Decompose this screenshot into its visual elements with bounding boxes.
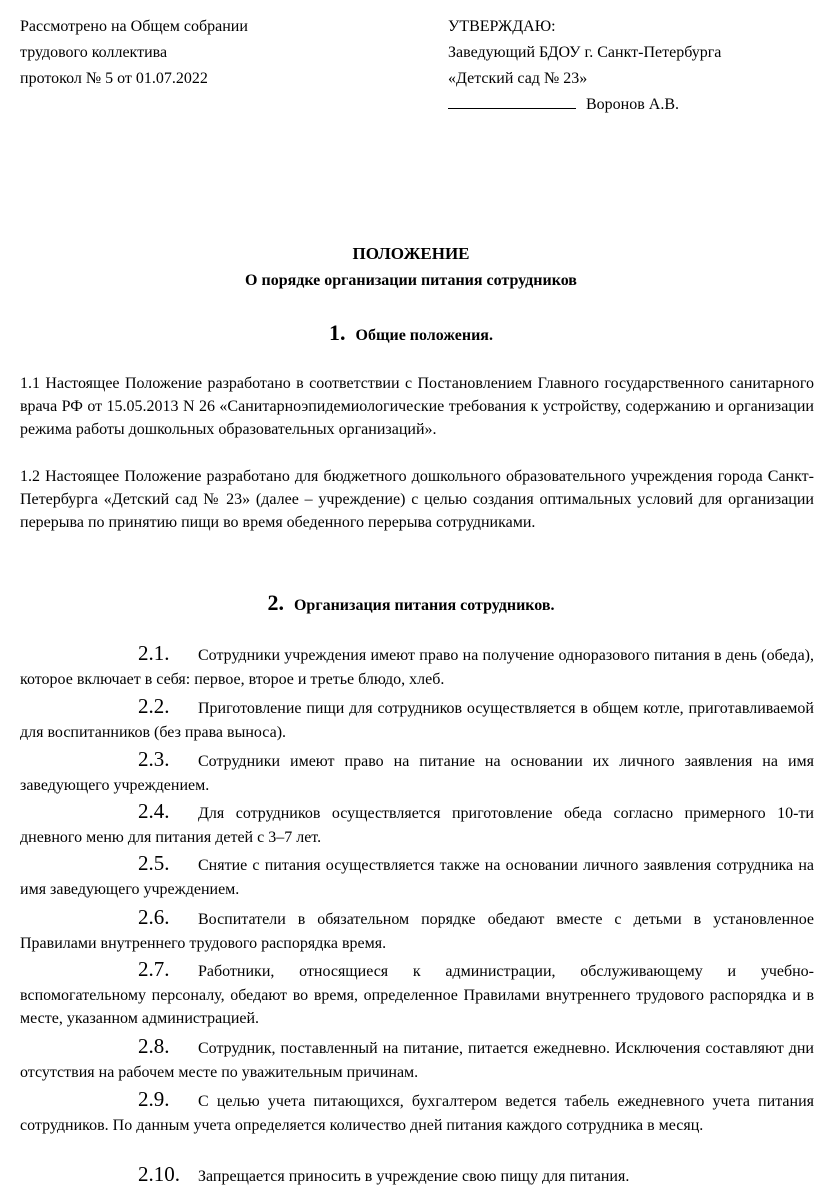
list-item	[20, 852, 814, 901]
item-number: 2.5.	[138, 851, 170, 875]
section-2-title: Организация питания сотрудников.	[293, 597, 555, 614]
header-right-block	[448, 14, 818, 118]
item-number: 2.2.	[138, 694, 170, 718]
list-item	[20, 1035, 814, 1084]
item-number: 2.7.	[138, 957, 170, 981]
document-title: ПОЛОЖЕНИЕ	[352, 244, 470, 263]
list-item	[20, 1163, 814, 1189]
section-1-title: Общие положения.	[355, 327, 493, 344]
item-text: Запрещается приносить в учреждение свою пищу для питания.	[198, 1168, 630, 1185]
organization-name: «Детский сад № 23»	[448, 70, 588, 87]
signature-row	[448, 92, 818, 118]
section-1-heading	[0, 320, 822, 346]
item-text: Приготовление пищи для сотрудников осуществляется в общем котле, приготавливаемой для воспитанников (без права выноса).	[20, 700, 814, 741]
item-text: С целью учета питающихся, бухгалтером ведется табель ежедневного учета питания сотрудников. По данным учета определяется количество дней питания каждого сотрудника в месяц.	[20, 1093, 814, 1134]
item-text: Сотрудники имеют право на питание на основании их личного заявления на имя заведующего учреждением.	[20, 753, 814, 794]
item-text: Воспитатели в обязательном порядке обедают вместе с детьми в установленное Правилами внутреннего трудового распорядка время.	[20, 911, 814, 952]
item-text: Для сотрудников осуществляется приготовление обеда согласно примерного 10-ти дневного меню для питания детей с 3–7 лет.	[20, 805, 814, 846]
list-item	[20, 906, 814, 955]
section-2-number: 2.	[267, 590, 284, 615]
item-number: 2.1.	[138, 641, 170, 665]
header-left-block	[20, 14, 380, 92]
section-1-number: 1.	[329, 320, 346, 345]
signer-name: Воронов А.В.	[586, 96, 680, 113]
item-text: Снятие с питания осуществляется также на основании личного заявления сотрудника на имя заведующего учреждением.	[20, 857, 814, 898]
list-item	[20, 958, 814, 1031]
review-line-2: трудового коллектива	[20, 44, 168, 61]
approve-label: УТВЕРЖДАЮ:	[448, 18, 556, 35]
protocol-line: протокол № 5 от 01.07.2022	[20, 70, 208, 87]
item-number: 2.8.	[138, 1034, 170, 1058]
list-item	[20, 642, 814, 691]
signature-line	[448, 94, 576, 109]
approver-position: Заведующий БДОУ г. Санкт-Петербурга	[448, 44, 722, 61]
paragraph-1-2: 1.2 Настоящее Положение разработано для бюджетного дошкольного образовательного учреждения города Санкт-Петербурга «Детский сад № 23» (далее – учреждение) с целью создания оптимальных условий для организации перерыва по принятию пищи во время обеденного перерыва сотрудниками.	[20, 468, 814, 531]
list-item	[20, 695, 814, 744]
section-2-heading	[0, 590, 822, 616]
list-item	[20, 748, 814, 797]
list-item	[20, 1088, 814, 1137]
item-number: 2.6.	[138, 905, 170, 929]
item-text: Сотрудник, поставленный на питание, питается ежедневно. Исключения составляют дни отсутствия на рабочем месте по уважительным причинам.	[20, 1040, 814, 1081]
paragraph-1-1: 1.1 Настоящее Положение разработано в соответствии с Постановлением Главного государственного санитарного врача РФ от 15.05.2013 N 26 «Санитарноэпидемиологические требования к устройству, содержанию и организации режима работы дошкольных образовательных организаций».	[20, 375, 814, 438]
item-text: Сотрудники учреждения имеют право на получение одноразового питания в день (обеда), которое включает в себя: первое, второе и третье блюдо, хлеб.	[20, 647, 814, 688]
item-number: 2.10.	[138, 1162, 180, 1186]
review-line-1: Рассмотрено на Общем собрании	[20, 18, 248, 35]
list-item	[20, 800, 814, 849]
item-number: 2.3.	[138, 747, 170, 771]
item-text: Работники, относящиеся к администрации, обслуживающему и учебно-вспомогательному персоналу, обедают во время, определенное Правилами внутреннего трудового распорядка и в месте, указанном администрацией.	[20, 963, 814, 1027]
item-number: 2.9.	[138, 1087, 170, 1111]
document-subtitle: О порядке организации питания сотрудников	[245, 272, 577, 289]
item-number: 2.4.	[138, 799, 170, 823]
